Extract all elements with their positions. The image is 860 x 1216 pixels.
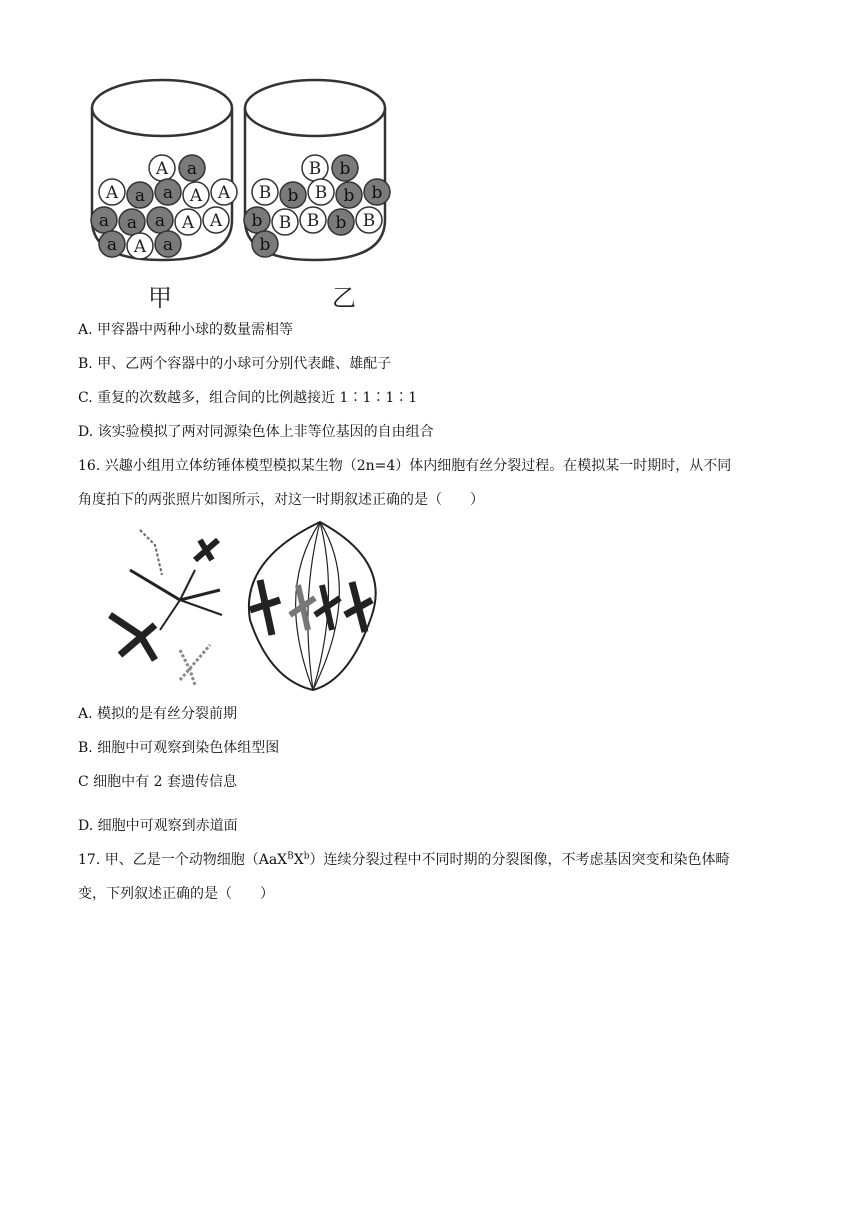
label-yi: 乙 (332, 284, 356, 312)
ball-label: a (154, 211, 166, 231)
ball-label: B (306, 211, 320, 231)
q17-sup-2: b (303, 851, 310, 862)
ball-label: A (189, 186, 203, 206)
ball-label: b (335, 213, 347, 233)
q16-option-b: B. 细胞中可观察到染色体组型图 (78, 740, 280, 756)
ball-label: a (134, 186, 146, 206)
q15-option-d: D. 该实验模拟了两对同源染色体上非等位基因的自由组合 (78, 424, 434, 440)
label-jia: 甲 (148, 284, 172, 312)
q17-text-2: X (293, 852, 304, 868)
ball-label: a (106, 235, 118, 255)
ball-label: b (339, 159, 351, 179)
spindle-side-view (249, 522, 376, 690)
ball-label: A (217, 183, 231, 203)
q15-option-c: C. 重复的次数越多，组合间的比例越接近 1∶1∶1∶1 (78, 390, 418, 406)
ball-label: B (278, 213, 292, 233)
q16-option-d: D. 细胞中可观察到赤道面 (78, 818, 238, 834)
ball-label: A (209, 211, 223, 231)
q15-option-b: B. 甲、乙两个容器中的小球可分别代表雌、雄配子 (78, 356, 392, 372)
q16-option-c: C 细胞中有 2 套遗传信息 (78, 774, 237, 790)
ball-label: B (362, 211, 376, 231)
q17-stem-line1 (78, 850, 730, 870)
ball-label: B (308, 159, 322, 179)
q16-stem-line2: 角度拍下的两张照片如图所示，对这一时期叙述正确的是（ ） (78, 492, 484, 508)
ball-label: b (343, 186, 355, 206)
ball-label: B (258, 183, 272, 203)
balls-jia (91, 155, 237, 259)
spindle-model-figure (100, 520, 390, 695)
q16-option-a: A. 模拟的是有丝分裂前期 (78, 706, 238, 722)
spindle-polar-view (110, 530, 222, 685)
ball-label: A (105, 183, 119, 203)
q15-option-a: A. 甲容器中两种小球的数量需相等 (78, 322, 294, 338)
ball-label: B (314, 183, 328, 203)
container-figure (85, 70, 395, 310)
q17-text-3: ）连续分裂过程中不同时期的分裂图像，不考虑基因突变和染色体畸 (309, 852, 730, 868)
ball-label: a (98, 211, 110, 231)
ball-label: b (251, 211, 263, 231)
ball-label: A (181, 213, 195, 233)
ball-label: A (133, 237, 147, 257)
ball-label: A (155, 159, 169, 179)
ball-label: a (162, 235, 174, 255)
balls-yi (244, 155, 390, 257)
q17-stem-line2: 变，下列叙述正确的是（ ） (78, 886, 274, 902)
ball-label: a (126, 213, 138, 233)
q17-text-1: 17. 甲、乙是一个动物细胞（AaX (78, 852, 288, 868)
q16-stem-line1: 16. 兴趣小组用立体纺锤体模型模拟某生物（2n=4）体内细胞有丝分裂过程。在模拟某一时期时，从不同 (78, 458, 732, 474)
ball-label: b (287, 186, 299, 206)
ball-label: a (186, 159, 198, 179)
q17-sup-1: B (287, 851, 294, 862)
ball-label: b (259, 235, 271, 255)
ball-label: b (371, 183, 383, 203)
ball-label: a (162, 183, 174, 203)
